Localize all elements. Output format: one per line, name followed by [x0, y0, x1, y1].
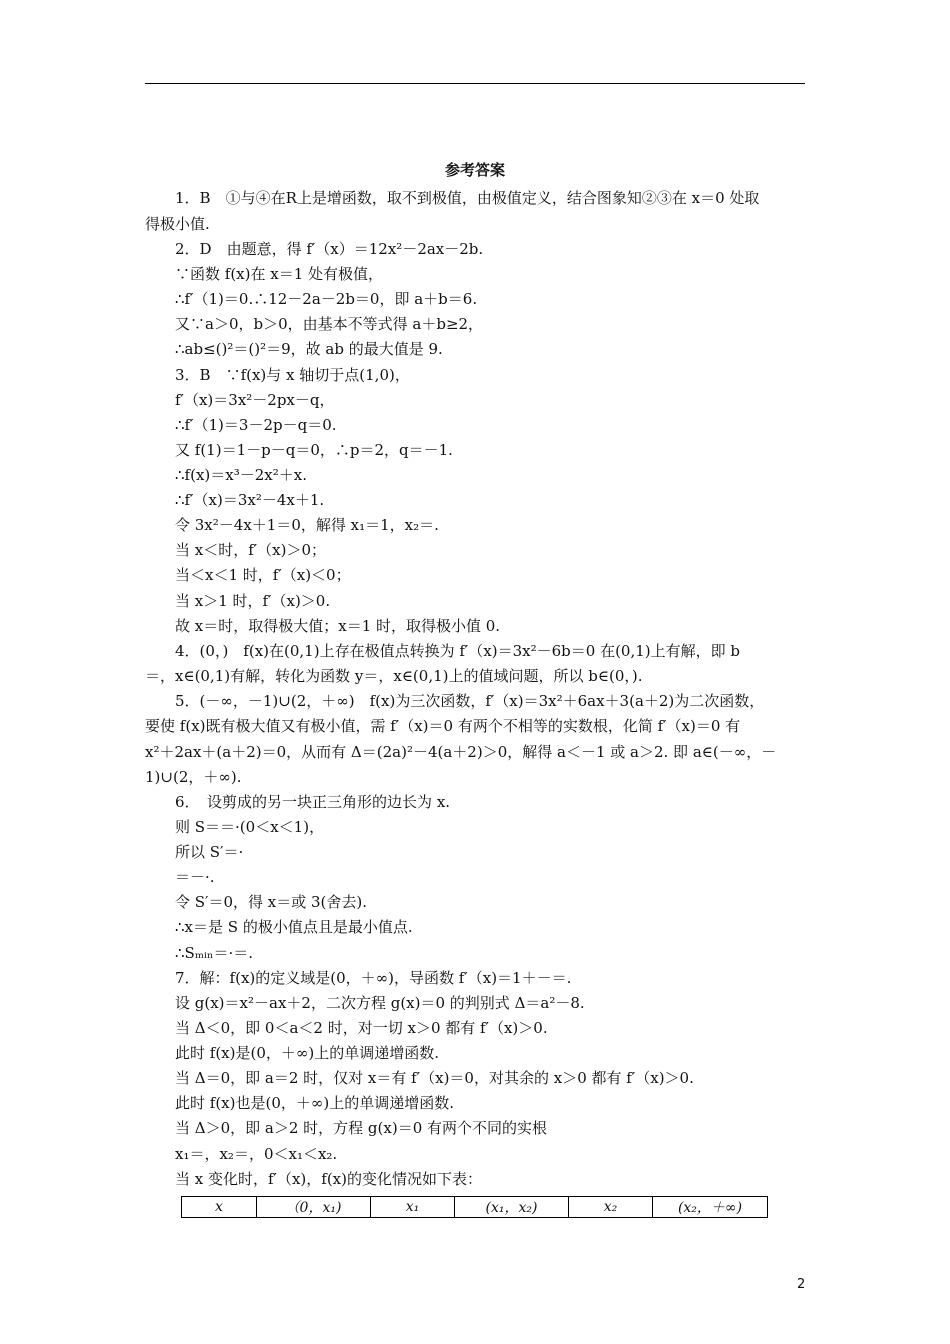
table-row — [182, 1197, 768, 1218]
text-line: 设 g(x)＝x²－ax＋2，二次方程 g(x)＝0 的判别式 Δ＝a²－8. — [175, 994, 585, 1012]
header-rule — [145, 83, 805, 84]
text-line: 3．B ∵f(x)与 x 轴切于点(1,0)， — [175, 366, 410, 384]
text-line: 要使 f(x)既有极大值又有极小值，需 f′（x)＝0 有两个不相等的实数根，化简 f′（x)＝0 有 — [145, 717, 741, 735]
table-cell: x — [182, 1197, 257, 1218]
text-line: 令 S′＝0，得 x＝或 3(舍去). — [175, 893, 368, 911]
text-line: 当 Δ＜0，即 0＜a＜2 时，对一切 x＞0 都有 f′（x)＞0. — [175, 1019, 548, 1037]
table-cell: (x₁，x₂) — [455, 1197, 569, 1218]
text-line: 当 x 变化时，f′（x)，f(x)的变化情况如下表： — [175, 1170, 482, 1188]
text-line: 此时 f(x)是(0，＋∞)上的单调递增函数. — [175, 1044, 439, 1062]
table-cell: x₁ — [371, 1197, 455, 1218]
text-line: x₁＝，x₂＝，0＜x₁＜x₂. — [175, 1145, 338, 1163]
text-line: ＝，x∈(0,1)有解，转化为函数 y＝，x∈(0,1)上的值域问题，所以 b∈(0，). — [145, 667, 643, 685]
text-line: 又 f(1)＝1－p－q＝0，∴p＝2，q＝－1. — [175, 441, 453, 459]
text-line: 4．(0，) f(x)在(0,1)上存在极值点转换为 f′（x)＝3x²－6b＝0 在(0,1)上有解，即 b — [175, 642, 741, 660]
text-line: 当 Δ＞0，即 a＞2 时，方程 g(x)＝0 有两个不同的实根 — [175, 1119, 548, 1137]
table-cell: x₂ — [569, 1197, 653, 1218]
text-line: 1)∪(2，＋∞). — [145, 768, 242, 786]
text-line: ∴f(x)＝x³－2x²＋x. — [175, 466, 307, 484]
table-cell: (x₂，＋∞) — [653, 1197, 768, 1218]
text-line: 当 x＜时，f′（x)＞0； — [175, 541, 327, 559]
text-line: 此时 f(x)也是(0，＋∞)上的单调递增函数. — [175, 1094, 454, 1112]
text-line: 则 S＝＝·(0＜x＜1)， — [175, 818, 325, 836]
text-line: x²＋2ax＋(a＋2)＝0，从而有 Δ＝(2a)²－4(a＋2)＞0，解得 a＜－1 或 a＞2. 即 a∈(－∞，－ — [145, 743, 777, 761]
text-line: 又∵a＞0，b＞0，由基本不等式得 a＋b≥2， — [175, 315, 484, 333]
text-line: 当＜x＜1 时，f′（x)＜0； — [175, 566, 351, 584]
text-line: 当 x＞1 时，f′（x)＞0. — [175, 592, 331, 610]
variation-table — [181, 1196, 768, 1218]
text-line: ∴Sₘᵢₙ＝·＝. — [175, 944, 254, 962]
text-line: ∴f′（x)＝3x²－4x＋1. — [175, 491, 325, 509]
text-line: ∴f′（1)＝3－2p－q＝0. — [175, 416, 337, 434]
text-line: f′（x)＝3x²－2px－q， — [175, 391, 335, 409]
text-line: ∴ab≤()²＝()²＝9，故 ab 的最大值是 9. — [175, 340, 443, 358]
text-line: 7．解：f(x)的定义域是(0，＋∞)，导函数 f′（x)＝1＋－＝. — [175, 969, 572, 987]
text-line: 得极小值. — [145, 215, 210, 233]
text-line: ∴f′（1)＝0.∴12－2a－2b＝0，即 a＋b＝6. — [175, 290, 478, 308]
text-line: 故 x＝时，取得极大值；x＝1 时，取得极小值 0. — [175, 617, 501, 635]
text-line: 2．D 由题意，得 f′（x）＝12x²－2ax－2b. — [175, 240, 484, 258]
table-cell: （0，x₁) — [257, 1197, 371, 1218]
text-line: 当 Δ＝0，即 a＝2 时，仅对 x＝有 f′（x)＝0，对其余的 x＞0 都有 f′（x)＞0. — [175, 1069, 694, 1087]
text-line: ∴x＝是 S 的极小值点且是最小值点. — [175, 918, 413, 936]
text-line: 1．B ①与④在R上是增函数，取不到极值，由极值定义，结合图象知②③在 x＝0 处取 — [175, 189, 760, 207]
page-number: 2 — [797, 1277, 806, 1292]
text-line: ＝－·. — [175, 868, 215, 886]
text-line: 所以 S′＝· — [175, 843, 244, 861]
text-line: ∵函数 f(x)在 x＝1 处有极值， — [175, 265, 384, 283]
text-line: 5．(－∞，－1)∪(2，＋∞) f(x)为三次函数，f′（x)＝3x²＋6ax＋3(a＋2)为二次函数， — [175, 692, 765, 710]
page-title: 参考答案 — [444, 161, 505, 179]
text-line: 令 3x²－4x＋1＝0，解得 x₁＝1，x₂＝. — [175, 516, 439, 534]
text-line: 6． 设剪成的另一块正三角形的边长为 x. — [175, 793, 451, 811]
